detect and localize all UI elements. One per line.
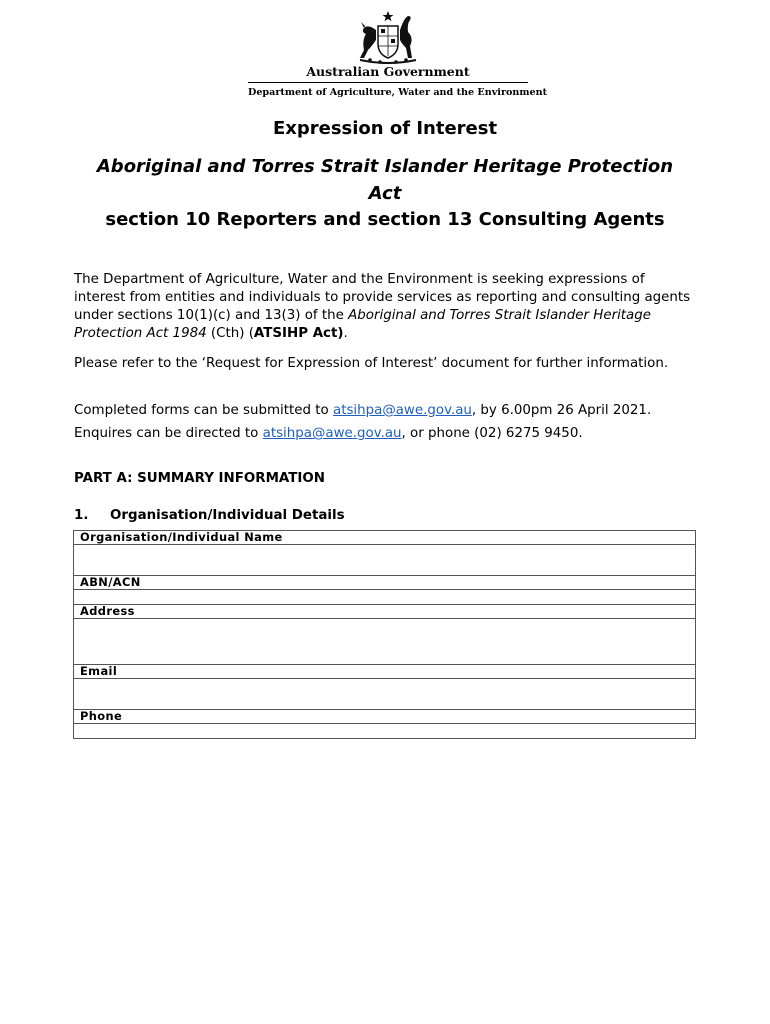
field-input-email[interactable] xyxy=(74,679,696,710)
act-name: Aboriginal and Torres Strait Islander Heritage Protection Act xyxy=(96,156,674,204)
field-label-abn: ABN/ACN xyxy=(74,576,696,590)
enquiries-email-link[interactable]: atsihpa@awe.gov.au xyxy=(262,426,402,441)
coat-of-arms-icon xyxy=(350,10,426,66)
department-name: Department of Agriculture, Water and the Environment xyxy=(248,87,548,98)
field-label-email: Email xyxy=(74,665,696,679)
field-input-name[interactable] xyxy=(74,545,696,576)
section-1-number: 1. xyxy=(74,508,89,523)
field-input-phone[interactable] xyxy=(74,724,696,739)
document-title: Expression of Interest xyxy=(272,118,498,139)
field-label-name: Organisation/Individual Name xyxy=(74,531,696,545)
enquiries-prefix: Enquires can be directed to xyxy=(74,426,263,441)
intro-text-1: The Department of Agriculture, Water and the Environment is seeking expressions of interest from entities and individuals to provide services as reporting and consulting agents under sections 10(1)(c) and 13(3) of the xyxy=(74,272,691,323)
document-subtitle xyxy=(90,154,680,234)
submit-email-link[interactable]: atsihpa@awe.gov.au xyxy=(332,403,472,418)
section-1-heading xyxy=(74,508,345,523)
intro-paragraph xyxy=(74,271,699,343)
refer-paragraph: Please refer to the ‘Request for Expression of Interest’ document for further information. xyxy=(74,356,669,371)
submit-paragraph xyxy=(74,402,699,420)
intro-act-italic: Aboriginal and Torres Strait Islander Heritage Protection Act 1984 xyxy=(74,308,651,341)
field-input-abn[interactable] xyxy=(74,590,696,605)
field-input-address[interactable] xyxy=(74,619,696,665)
submit-suffix: , by 6.00pm 26 April 2021. xyxy=(471,403,652,418)
sections-title: section 10 Reporters and section 13 Consulting Agents xyxy=(105,209,665,230)
field-label-address: Address xyxy=(74,605,696,619)
part-a-heading: PART A: SUMMARY INFORMATION xyxy=(74,471,325,486)
government-name: Australian Government xyxy=(248,64,528,83)
intro-abbrev: ATSIHP Act) xyxy=(253,326,344,341)
enquiries-paragraph xyxy=(74,425,699,443)
section-1-title: Organisation/Individual Details xyxy=(110,508,345,523)
submit-prefix: Completed forms can be submitted to xyxy=(74,403,333,418)
field-label-phone: Phone xyxy=(74,710,696,724)
intro-text-3: . xyxy=(343,326,348,341)
enquiries-suffix: , or phone (02) 6275 9450. xyxy=(401,426,583,441)
intro-text-2: (Cth) ( xyxy=(206,326,254,341)
details-form-table xyxy=(73,530,696,739)
